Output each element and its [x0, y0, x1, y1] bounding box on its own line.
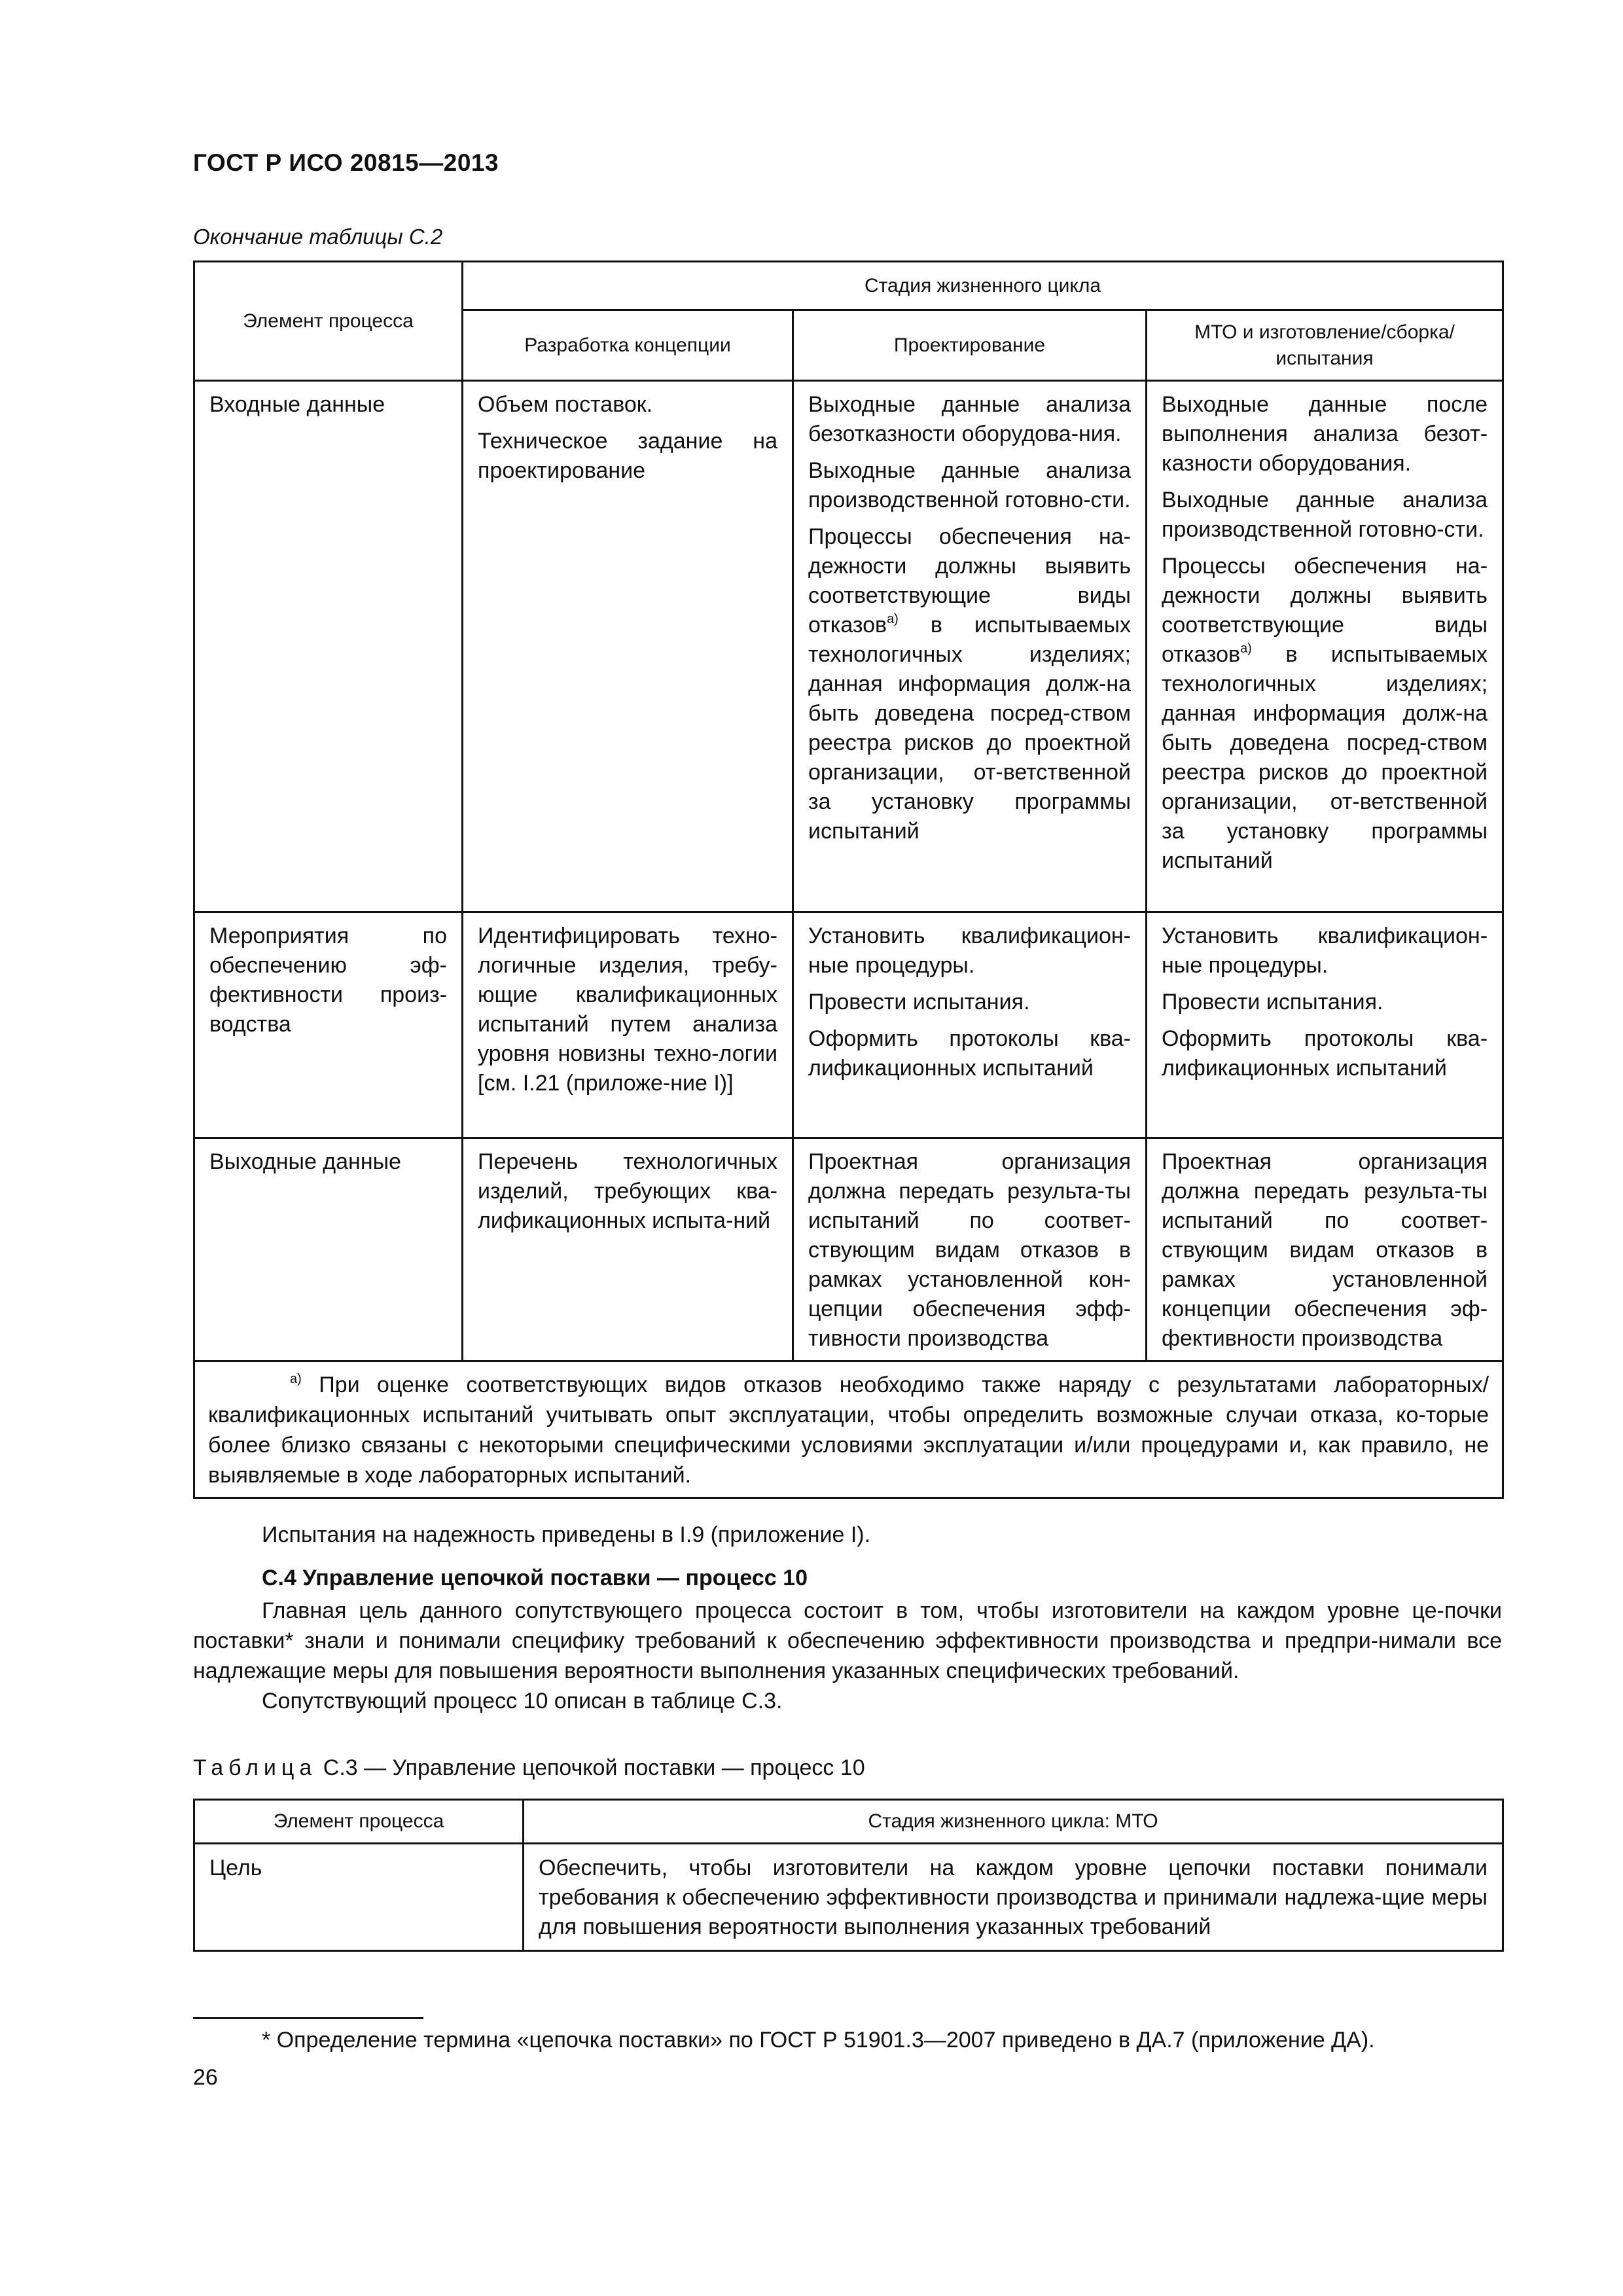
table-c3 — [193, 1799, 1504, 1952]
header-stage-concept: Разработка концепции — [463, 310, 793, 381]
section-heading: С.4 Управление цепочкой поставки — процесс 10 — [262, 1566, 808, 1590]
header-stage-design: Проектирование — [793, 310, 1147, 381]
header-lifecycle-stage: Стадия жизненного цикла: МТО — [524, 1800, 1503, 1844]
table-c2-caption: Окончание таблицы С.2 — [193, 224, 443, 249]
header-process-element: Элемент процесса — [194, 262, 463, 381]
table-c2 — [193, 260, 1504, 1499]
row-element-input: Входные данные — [194, 381, 463, 912]
header-stage-manufacturing: МТО и изготовление/сборка/ испытания — [1147, 310, 1503, 381]
footnote-divider — [193, 2017, 423, 2019]
table-row — [194, 1844, 1503, 1951]
row-element-output: Выходные данные — [194, 1138, 463, 1361]
table-row — [194, 381, 1503, 912]
row-element-goal: Цель — [194, 1844, 524, 1951]
table-footnote: $^{а)}$ При оценке соответствующих видов отказов необходимо также наряду с результатами лабораторных/ квалификационных испытаний учитывать опыт эксплуатации, чтобы определить возможные случаи отказа, ко-торые более близко связаны с некоторыми специфическими условиями эксплуатации и/или процедурами и, как правило, не выявляемые в ходе лабораторных испытаний. — [194, 1361, 1503, 1498]
cell-design: Выходные данные анализа безотказности оборудова-ния. Выходные данные анализа производственной готовно-сти. Процессы обеспечения на-дежности должны выявить соответствующие виды отказов$^{а)}$ в испытываемых технологичных изделиях; данная информация долж-на быть доведена посред-ством реестра рисков до проектной организации, от-ветственной за установку программы испытаний — [793, 381, 1147, 912]
cell-design: Проектная организация должна передать результа-ты испытаний по соответ-ствующим видам отказов в рамках установленной кон-цепции обеспечения эфф-тивности производства — [793, 1138, 1147, 1361]
header-process-element: Элемент процесса — [194, 1800, 524, 1844]
cell-manufacturing: Выходные данные после выполнения анализа безот-казности оборудования. Выходные данные анализа производственной готовно-сти. Процессы обеспечения на-дежности должны выявить соответствующие виды отказов$^{а)}$ в испытываемых технологичных изделиях; данная информация долж-на быть доведена посред-ством реестра рисков до проектной организации, от-ветственной за установку программы испытаний — [1147, 381, 1503, 912]
cell-concept: Перечень технологичных изделий, требующих ква-лификационных испыта-ний — [463, 1138, 793, 1361]
table-row — [194, 912, 1503, 1138]
paragraph: Испытания на надежность приведены в I.9 (приложение I). — [262, 1522, 871, 1547]
paragraph: Главная цель данного сопутствующего процесса состоит в том, чтобы изготовители на каждом уровне це-почки поставки* знали и понимали специфику требований к обеспечению эффективности производства и предпри-нимали все надлежащие меры для повышения вероятности выполнения указанных специфических требований. — [193, 1598, 1502, 1683]
cell-manufacturing: Установить квалификацион-ные процедуры. Провести испытания. Оформить протоколы ква-лификационных испытаний — [1147, 912, 1503, 1138]
footnote-mark: а) — [887, 611, 899, 626]
table-row — [194, 1138, 1503, 1361]
table-c3-caption: Таблица С.3 — Управление цепочкой поставки — процесс 10 — [193, 1755, 865, 1780]
body-text — [193, 1520, 1502, 1716]
cell-manufacturing: Проектная организация должна передать результа-ты испытаний по соответ-ствующим видам отказов в рамках установленной концепции обеспечения эф-фективности производства — [1147, 1138, 1503, 1361]
cell-design: Установить квалификацион-ные процедуры. Провести испытания. Оформить протоколы ква-лификационных испытаний — [793, 912, 1147, 1138]
cell-stage-text: Обеспечить, чтобы изготовители на каждом уровне цепочки поставки понимали требования к обеспечению эффективности производства и принимали надлежа-щие меры для повышения вероятности выполнения указанных требований — [524, 1844, 1503, 1951]
cell-concept: Объем поставок. Техническое задание на проектирование — [463, 381, 793, 912]
footnote-mark: а) — [1240, 641, 1252, 656]
page-number: 26 — [193, 2065, 218, 2090]
row-element-measures: Мероприятия по обеспечению эф-фективности произ-водства — [194, 912, 463, 1138]
page-footnote: * Определение термина «цепочка поставки» по ГОСТ Р 51901.3—2007 приведено в ДА.7 (приложение ДА). — [262, 2028, 1375, 2053]
cell-concept: Идентифицировать техно-логичные изделия, требу-ющие квалификационных испытаний путем анализа уровня новизны техно-логии [см. I.21 (приложе-ние I)] — [463, 912, 793, 1138]
page-header: ГОСТ Р ИСО 20815—2013 — [193, 149, 499, 176]
header-lifecycle-stage: Стадия жизненного цикла — [463, 262, 1503, 310]
table-footnote-row — [194, 1361, 1503, 1498]
paragraph: Сопутствующий процесс 10 описан в таблице С.3. — [262, 1689, 783, 1713]
